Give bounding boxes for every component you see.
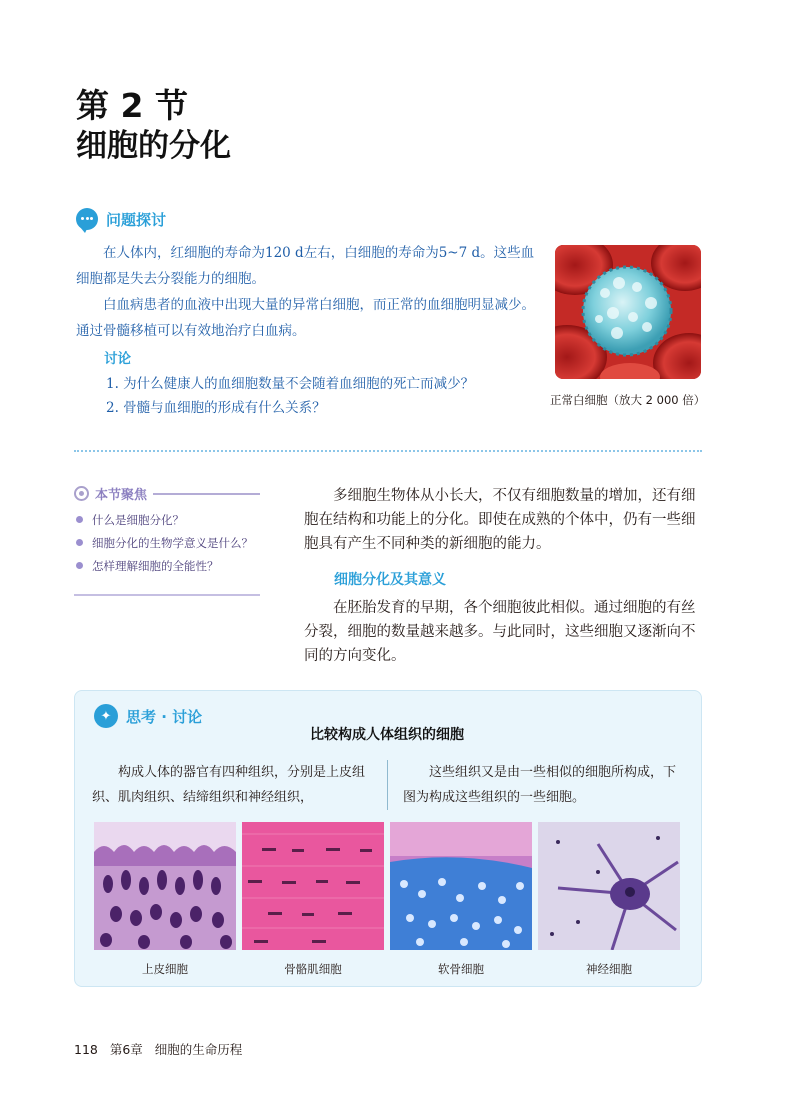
- intro-paragraph: 多细胞生物体从小长大，不仅有细胞数量的增加，还有细胞在结构和功能上的分化。即使在成熟的个体中，仍有一些细胞具有产生不同种类的新细胞的能力。: [304, 488, 696, 552]
- target-dot-icon: [74, 486, 89, 501]
- body-paragraph: 在胚胎发育的早期，各个细胞彼此相似。通过细胞的有丝分裂，细胞的数量越来越多。与此同时，这些细胞又逐渐向不同的方向变化。: [304, 600, 696, 664]
- think-title: 比较构成人体组织的细胞: [310, 727, 464, 743]
- tissue-caption: 骨骼肌细胞: [284, 962, 342, 976]
- focus-rule: [153, 493, 260, 495]
- focus-item: 什么是细胞分化？: [74, 510, 260, 530]
- main-text: [304, 484, 702, 668]
- neuron-cell-image: [538, 822, 680, 950]
- skeletal-muscle-cell-image: [242, 822, 384, 950]
- problem-paragraph: 白血病患者的血液中出现大量的异常白细胞，而正常的血细胞明显减少。通过骨髓移植可以有效地治疗白血病。: [76, 297, 535, 339]
- think-label: 思考 · 讨论: [126, 707, 203, 726]
- question-item: 2. 骨髓与血细胞的形成有什么关系？: [106, 400, 326, 416]
- chapter-title: 细胞的生命历程: [154, 1042, 243, 1057]
- speech-bubble-icon: [76, 208, 98, 230]
- focus-bottom-rule: [74, 594, 260, 596]
- photo-caption: 正常白细胞（放大 2 000 倍）: [550, 393, 706, 407]
- page-footer: [74, 1040, 250, 1058]
- white-blood-cell-photo: [555, 245, 701, 379]
- epithelial-cell-image: [94, 822, 236, 950]
- section-number: 第 2 节: [76, 86, 188, 125]
- section-divider: [74, 450, 702, 452]
- cartilage-cell-image: [390, 822, 532, 950]
- tissue-caption: 神经细胞: [586, 962, 632, 976]
- lightbulb-icon: ✦: [94, 704, 118, 728]
- focus-item: 怎样理解细胞的全能性？: [74, 556, 260, 576]
- column-divider: [387, 760, 388, 810]
- think-right-text: [403, 760, 683, 810]
- think-right-paragraph: 这些组织又是由一些相似的细胞所构成，下图为构成这些组织的一些细胞。: [403, 765, 677, 805]
- focus-label: 本节聚焦: [95, 488, 148, 503]
- tissue-caption: 软骨细胞: [438, 962, 484, 976]
- page-number: 118: [74, 1042, 98, 1057]
- tissue-caption: 上皮细胞: [142, 962, 188, 976]
- think-left-paragraph: 构成人体的器官有四种组织，分别是上皮组织、肌肉组织、结缔组织和神经组织，: [92, 765, 366, 805]
- think-left-text: [92, 760, 374, 810]
- subheading: 细胞分化及其意义: [334, 572, 446, 588]
- chapter-number: 第6章: [109, 1042, 143, 1057]
- problem-label: 问题探讨: [106, 210, 167, 229]
- problem-header: [76, 208, 166, 230]
- focus-header: [74, 484, 260, 503]
- page-title: 细胞的分化: [76, 128, 231, 164]
- focus-list: [74, 510, 260, 579]
- discussion-label: 讨论: [104, 351, 131, 367]
- problem-paragraph: 在人体内，红细胞的寿命为120 d左右，白细胞的寿命为5~7 d。这些血细胞都是失去分裂能力的细胞。: [76, 245, 535, 287]
- problem-text: [76, 240, 538, 420]
- question-item: 1. 为什么健康人的血细胞数量不会随着血细胞的死亡而减少？: [106, 376, 475, 392]
- focus-item: 细胞分化的生物学意义是什么？: [74, 533, 260, 553]
